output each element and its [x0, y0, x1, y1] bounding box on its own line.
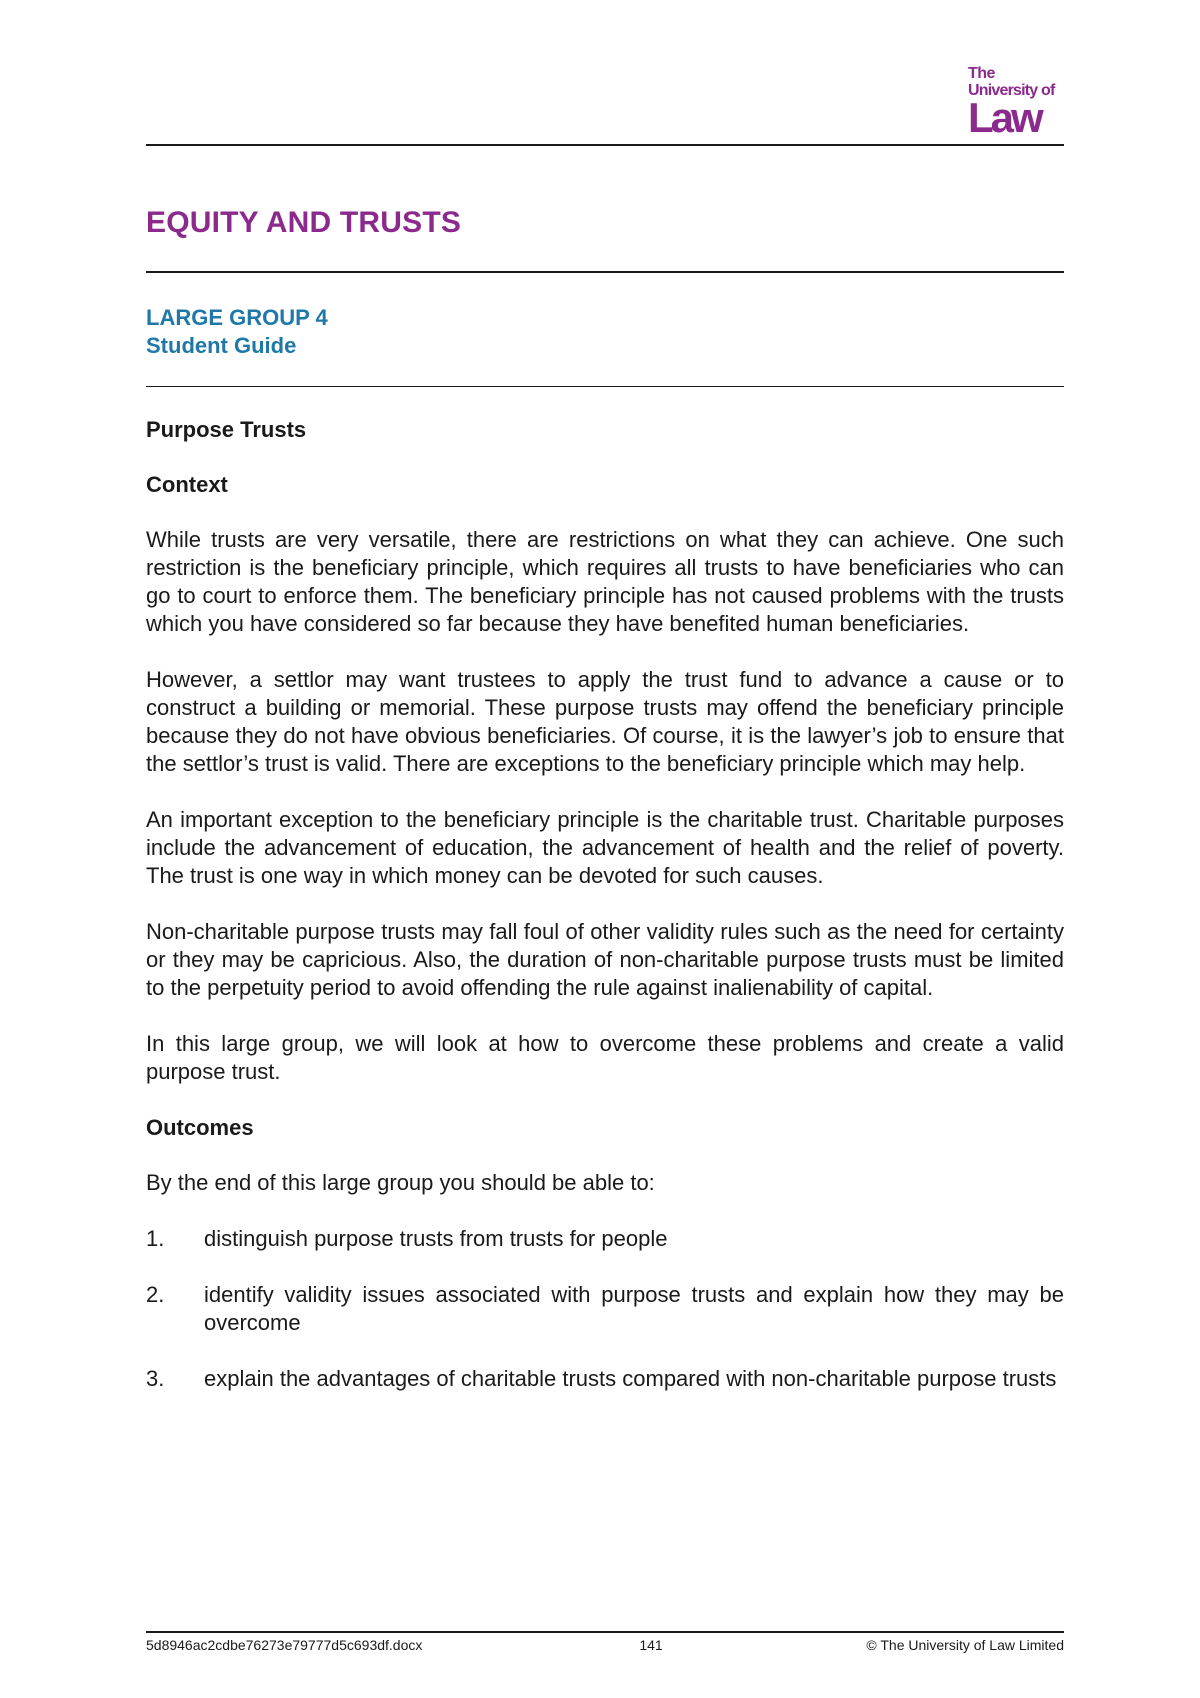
logo-line-the: The: [968, 65, 995, 82]
logo-line-law: Law: [968, 94, 1041, 141]
paragraph: While trusts are very versatile, there are restrictions on what they can achieve. One such restriction is the beneficiary principle, which requires all trusts to have beneficiaries who can go to court to enforce them. The beneficiary principle has not caused problems with the trusts which you have considered so far because they have benefited human beneficiaries.: [146, 527, 1064, 636]
subtitle-divider: [146, 386, 1064, 387]
outcomes-list: [146, 1225, 1064, 1393]
list-item-text: explain the advantages of charitable trusts compared with non-charitable purpose trusts: [204, 1366, 1057, 1391]
heading-purpose-trusts: Purpose Trusts: [146, 417, 307, 442]
document-title: EQUITY AND TRUSTS: [146, 206, 462, 239]
list-item: [146, 1281, 1064, 1337]
list-item: [146, 1365, 1064, 1393]
paragraph: In this large group, we will look at how to overcome these problems and create a valid purpose trust.: [146, 1031, 1064, 1084]
heading-context: Context: [146, 472, 228, 497]
list-item-text: distinguish purpose trusts from trusts for people: [204, 1226, 668, 1251]
subtitle-session: LARGE GROUP 4: [146, 305, 328, 330]
document-body: [146, 416, 1064, 1393]
logo-line-university-of: University of: [968, 82, 1055, 99]
list-item-number: 1.: [146, 1226, 165, 1251]
header-divider: [146, 144, 1064, 146]
list-item-number: 3.: [146, 1366, 165, 1391]
subtitle-guide: Student Guide: [146, 333, 297, 358]
title-divider: [146, 271, 1064, 273]
heading-outcomes: Outcomes: [146, 1115, 254, 1140]
outcomes-intro: By the end of this large group you should be able to:: [146, 1170, 655, 1195]
list-item-number: 2.: [146, 1282, 165, 1307]
page-footer: [146, 1637, 1064, 1657]
subtitle-block: [146, 304, 328, 360]
list-item-text: identify validity issues associated with purpose trusts and explain how they may be overcome: [204, 1282, 1064, 1335]
footer-divider: [146, 1631, 1064, 1633]
university-of-law-logo: [968, 65, 1068, 141]
paragraph: However, a settlor may want trustees to apply the trust fund to advance a cause or to construct a building or memorial. These purpose trusts may offend the beneficiary principle because they do not have obvious beneficiaries. Of course, it is the lawyer’s job to ensure that the settlor’s trust is valid. There are exceptions to the beneficiary principle which may help.: [146, 667, 1064, 776]
list-item: [146, 1225, 1064, 1253]
footer-filename: 5d8946ac2cdbe76273e79777d5c693df.docx: [146, 1637, 423, 1653]
footer-copyright: © The University of Law Limited: [866, 1637, 1064, 1653]
paragraph: Non-charitable purpose trusts may fall foul of other validity rules such as the need for certainty or they may be capricious. Also, the duration of non-charitable purpose trusts must be limited to the perpetuity period to avoid offending the rule against inalienability of capital.: [146, 919, 1064, 1000]
footer-page-number: 141: [639, 1637, 663, 1653]
paragraph: An important exception to the beneficiary principle is the charitable trust. Charitable purposes include the advancement of education, the advancement of health and the relief of poverty. The trust is one way in which money can be devoted for such causes.: [146, 807, 1064, 888]
